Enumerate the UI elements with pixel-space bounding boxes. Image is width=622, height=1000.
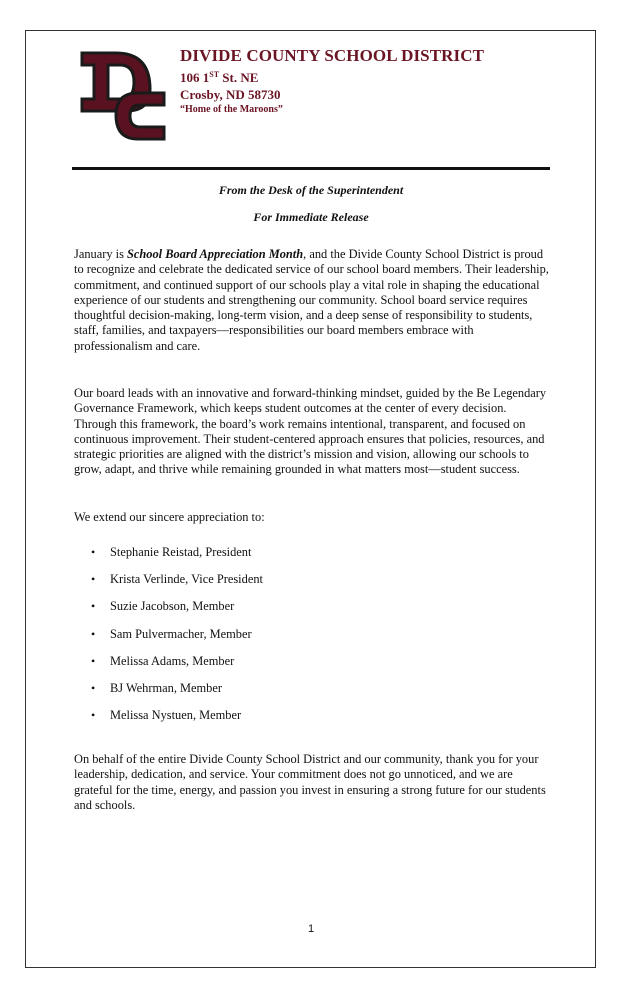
bullet-icon: • [91,708,96,723]
logo-letter-c [116,93,164,139]
page-number: 1 [307,923,315,935]
page-border [25,30,596,968]
subhead-release: For Immediate Release [253,210,369,224]
paragraph-2: Our board leads with an innovative and forward-thinking mindset, guided by the Be Legendary Governance Framework, which keeps student outcomes at the center of every decision. Through this framework, the board’s work remains intentional, transparent, and focused on continuous improvement. Their student-centered approach ensures that policies, resources, and strategic priorities are aligned with the district’s mission and vision, allowing our schools to grow, adapt, and thrive while remaining grounded in what matters most—student success. [74,386,547,477]
bullet-icon: • [91,653,96,668]
board-member-list [74,545,552,735]
motto: “Home of the Maroons” [180,104,283,115]
bullet-icon: • [91,680,96,695]
bullet-icon: • [91,572,96,587]
list-item: • Melissa Adams, Member [91,653,235,668]
paragraph-1: January is School Board Appreciation Month, and the Divide County School District is proud to recognize and celebrate the dedicated service of our school board members. Their leadership, commitment, and continued support of our schools play a vital role in shaping the educational experience of our students and strengthening our community. School board service requires thoughtful decision-making, long-term vision, and a deep sense of responsibility to students, staff, families, and taxpayers—responsibilities our board members embrace with professionalism and care. [74,247,549,353]
list-item: • BJ Wehrman, Member [91,680,222,695]
list-item: • Melissa Nystuen, Member [91,708,242,723]
list-item: • Sam Pulvermacher, Member [91,626,252,641]
list-item: • Stephanie Reistad, President [91,545,252,559]
dc-logo [76,49,168,143]
district-name: DIVIDE COUNTY SCHOOL DISTRICT [180,46,485,65]
bullet-icon: • [91,626,96,641]
letterhead [180,46,484,117]
bullet-icon: • [91,545,96,559]
paragraph-4: On behalf of the entire Divide County School District and our community, thank you for your leadership, dedication, and service. Your commitment does not go unnoticed, and we are grateful for the time, energy, and passion you invest in ensuring a strong future for our students and schools. [74,752,546,812]
street-address: 106 1ST St. NE [180,70,259,85]
subhead-desk: From the Desk of the Superintendent [218,183,404,197]
city-line: Crosby, ND 58730 [180,87,281,102]
list-item: • Suzie Jacobson, Member [91,599,235,614]
header-rule [72,167,550,170]
paragraph-3: We extend our sincere appreciation to: [74,510,265,524]
bullet-icon: • [91,599,96,614]
list-item: • Krista Verlinde, Vice President [91,572,263,587]
